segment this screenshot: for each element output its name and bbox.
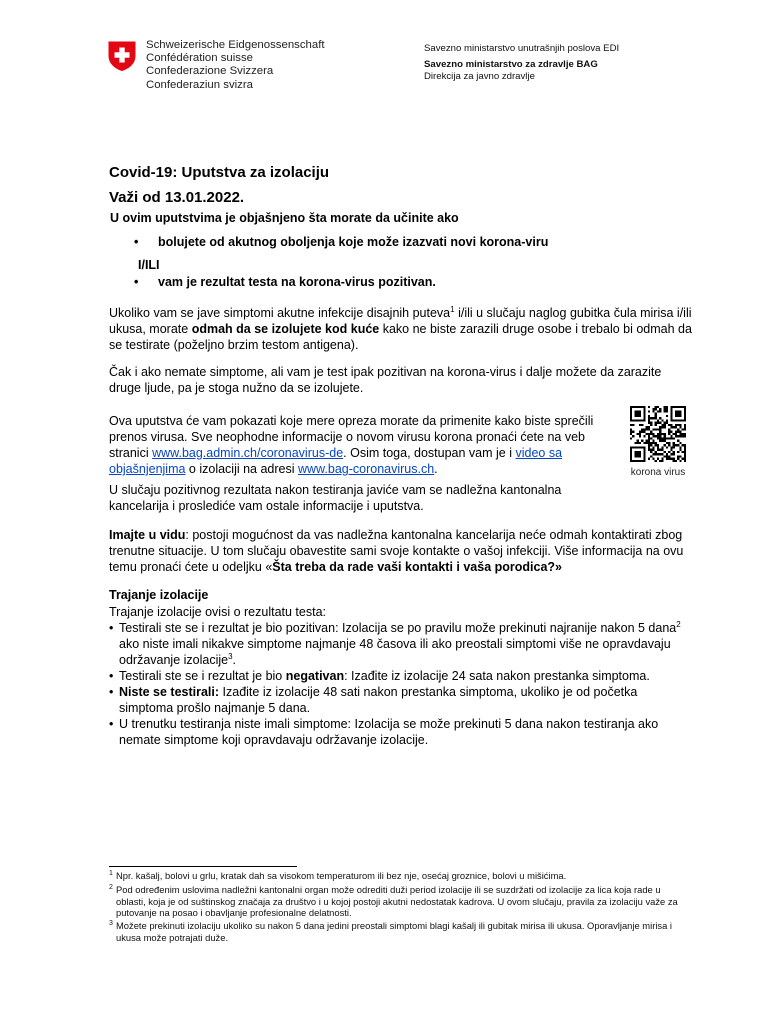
video-link[interactable]: video sa objašnjenjima <box>109 446 563 476</box>
federation-name-fr: Confédération suisse <box>146 52 254 65</box>
intro-bullet-2 <box>134 275 436 289</box>
item4-text: U trenutku testiranja niste imali simptome: Izolacija se može prekinuti 5 dana nakon testiranja ako nemate simptome koji opravdavaju održavanje izolacije. <box>119 717 659 747</box>
note-label: Imajte u vidu <box>109 528 186 542</box>
note-paragraph <box>109 527 691 575</box>
item3-emphasis: Niste se testirali: <box>119 685 220 699</box>
duration-intro: Trajanje izolacije ovisi o rezultatu testa: <box>109 605 326 619</box>
footnote-text: Možete prekinuti izolaciju ukoliko su nakon 5 dana jedini preostali simptomi blagi kašalj ili gubitak mirisa ili ukusa. Oporavljanje mirisa i ukusa može potrajati duže. <box>116 920 672 943</box>
footnote-ref-2[interactable]: 2 <box>676 619 681 629</box>
federation-name-rm: Confederaziun svizra <box>146 78 253 91</box>
para1-text-a: Ukoliko vam se jave simptomi akutne infekcije disajnih puteva <box>109 306 451 320</box>
bullet-dot: • <box>109 621 114 635</box>
duration-list <box>109 604 689 748</box>
contact-paragraph <box>109 482 605 514</box>
department-block <box>424 43 619 83</box>
federation-name-de: Schweizerische Eidgenossenschaft <box>146 39 325 51</box>
contacts-section-reference: Šta treba da rade vaši kontakti i vaša porodica? <box>272 560 556 574</box>
para2-text: Čak i ako nemate simptome, ali vam je test ipak pozitivan na korona-virus i dalje možete da zarazite druge ljude, pa je stoga nužno da se izolujete. <box>109 365 662 395</box>
swiss-federal-coat-of-arms-icon <box>108 41 136 71</box>
duration-item-negative <box>109 668 689 684</box>
intro-or-label: I/ILI <box>138 258 160 272</box>
intro-bullet-2-text: vam je rezultat testa na korona-virus pozitivan. <box>158 275 436 289</box>
para4-text: U slučaju pozitivnog rezultata nakon testiranja javiće vam se nadležna kantonalna kancelarija i proslediće vam ostale informacije i uputstva. <box>109 483 562 513</box>
para3-text-b: . Osim toga, dostupan vam je i <box>343 446 516 460</box>
directorate-name: Direkcija za javno zdravlje <box>424 71 535 82</box>
duration-item-positive <box>109 620 689 668</box>
para1-emphasis: odmah da se izolujete kod kuće <box>191 322 380 336</box>
intro-bullet-1 <box>134 235 549 249</box>
bullet-dot: • <box>109 717 114 731</box>
qr-caption: korona virus <box>630 467 686 478</box>
office-name: Savezno ministarstvo za zdravlje BAG <box>424 59 598 70</box>
footnote-2 <box>109 884 689 919</box>
bag-admin-link[interactable]: www.bag.admin.ch/coronavirus-de <box>152 446 344 460</box>
item2-emphasis: negativan <box>285 669 345 683</box>
info-paragraph <box>109 413 605 477</box>
item1-text-c: . <box>232 653 237 667</box>
footnote-ref-3[interactable]: 3 <box>228 651 233 661</box>
para1-text-b: i/ili u slučaju naglog gubitka čula mirisa i/ili ukusa, morate <box>109 306 692 336</box>
item3-text: Izađite iz izolacije 48 sati nakon prestanka simptoma, ukoliko je od početka simptoma prošlo najmanje 5 dana. <box>119 685 638 715</box>
bullet-dot: • <box>134 235 139 249</box>
footnote-number: 3 <box>109 920 113 927</box>
title-line-1: Covid-19: Uputstva za izolaciju <box>109 164 330 181</box>
asymptomatic-paragraph <box>109 364 677 396</box>
para5-text-a: : postoji mogućnost da vas nadležna kantonalna kancelarija neće odmah kontaktirati zbog trenutne situacije. U tom slučaju obavestite sami svoje kontakte o vašoj infekciji. Više informacija na ovu temu pronaći ćete u odeljku « <box>109 528 684 574</box>
para3-text-d: . <box>434 462 438 476</box>
para1-text-c: kako ne biste zarazili druge osobe i trebalo bi odmah da se testirate (poželjno brzim testom antigena). <box>109 322 692 352</box>
para5-text-b: » <box>555 560 562 574</box>
federation-name-it: Confederazione Svizzera <box>146 65 274 78</box>
intro-lead: U ovim uputstvima je objašnjeno šta morate da učinite ako <box>110 211 459 225</box>
para3-text-c: o izolaciji na adresi <box>185 462 298 476</box>
qr-code-icon[interactable] <box>630 406 686 462</box>
document-title <box>109 163 329 213</box>
footnote-number: 2 <box>109 884 113 891</box>
duration-item-untested <box>109 684 689 716</box>
para3-text-a: Ova uputstva će vam pokazati koje mere opreza morate da primenite kako biste sprečili prenos virusa. Sve neophodne informacije o novom virusu korona pronaći ćete na veb stranici <box>109 414 594 460</box>
footnote-3 <box>109 920 689 943</box>
footnote-ref-1[interactable]: 1 <box>450 304 455 314</box>
department-name: Savezno ministarstvo unutrašnjih poslova EDI <box>424 43 620 54</box>
footnote-1 <box>109 870 689 882</box>
footnote-text: Npr. kašalj, bolovi u grlu, kratak dah sa visokom temperaturom ili bez nje, osećaj groznice, bolovi u mišićima. <box>116 870 567 881</box>
duration-heading: Trajanje izolacije <box>109 588 209 602</box>
footnote-number: 1 <box>109 870 113 877</box>
item2-text-b: : Izađite iz izolacije 24 sata nakon prestanka simptoma. <box>344 669 650 683</box>
footnote-text: Pod određenim uslovima nadležni kantonalni organ može odrediti duži period izolacije ili se suzdržati od izolacije za lica koja rade u oblasti, koja je od suštinskog značaja za društvo i u kojoj postoji akutni nedostatak kadrova. U ovom slučaju, pravila za izolaciju važe za putovanje na posao i obavljanje profesionalne delatnosti. <box>116 884 678 918</box>
bullet-dot: • <box>109 669 114 683</box>
item1-text-a: Testirali ste se i rezultat je bio pozitivan: Izolacija se po pravilu može prekinuti najranije nakon 5 dana <box>119 621 677 635</box>
item2-text-a: Testirali ste se i rezultat je bio <box>119 669 286 683</box>
federation-names <box>146 39 325 92</box>
footnote-divider <box>109 866 297 867</box>
bullet-dot: • <box>134 275 139 289</box>
bullet-dot: • <box>109 685 114 699</box>
symptoms-paragraph <box>109 305 693 353</box>
intro-bullet-1-text: bolujete od akutnog oboljenja koje može izazvati novi korona-viru <box>158 235 549 249</box>
item1-text-b: ako niste imali nikakve simptome najmanje 48 časova ili ako preostali simptomi više ne opravdavaju održavanje izolacije <box>119 637 671 667</box>
duration-item-asymptomatic <box>109 716 689 748</box>
bag-coronavirus-link[interactable]: www.bag-coronavirus.ch <box>298 462 435 476</box>
title-line-2: Važi od 13.01.2022. <box>109 189 245 206</box>
